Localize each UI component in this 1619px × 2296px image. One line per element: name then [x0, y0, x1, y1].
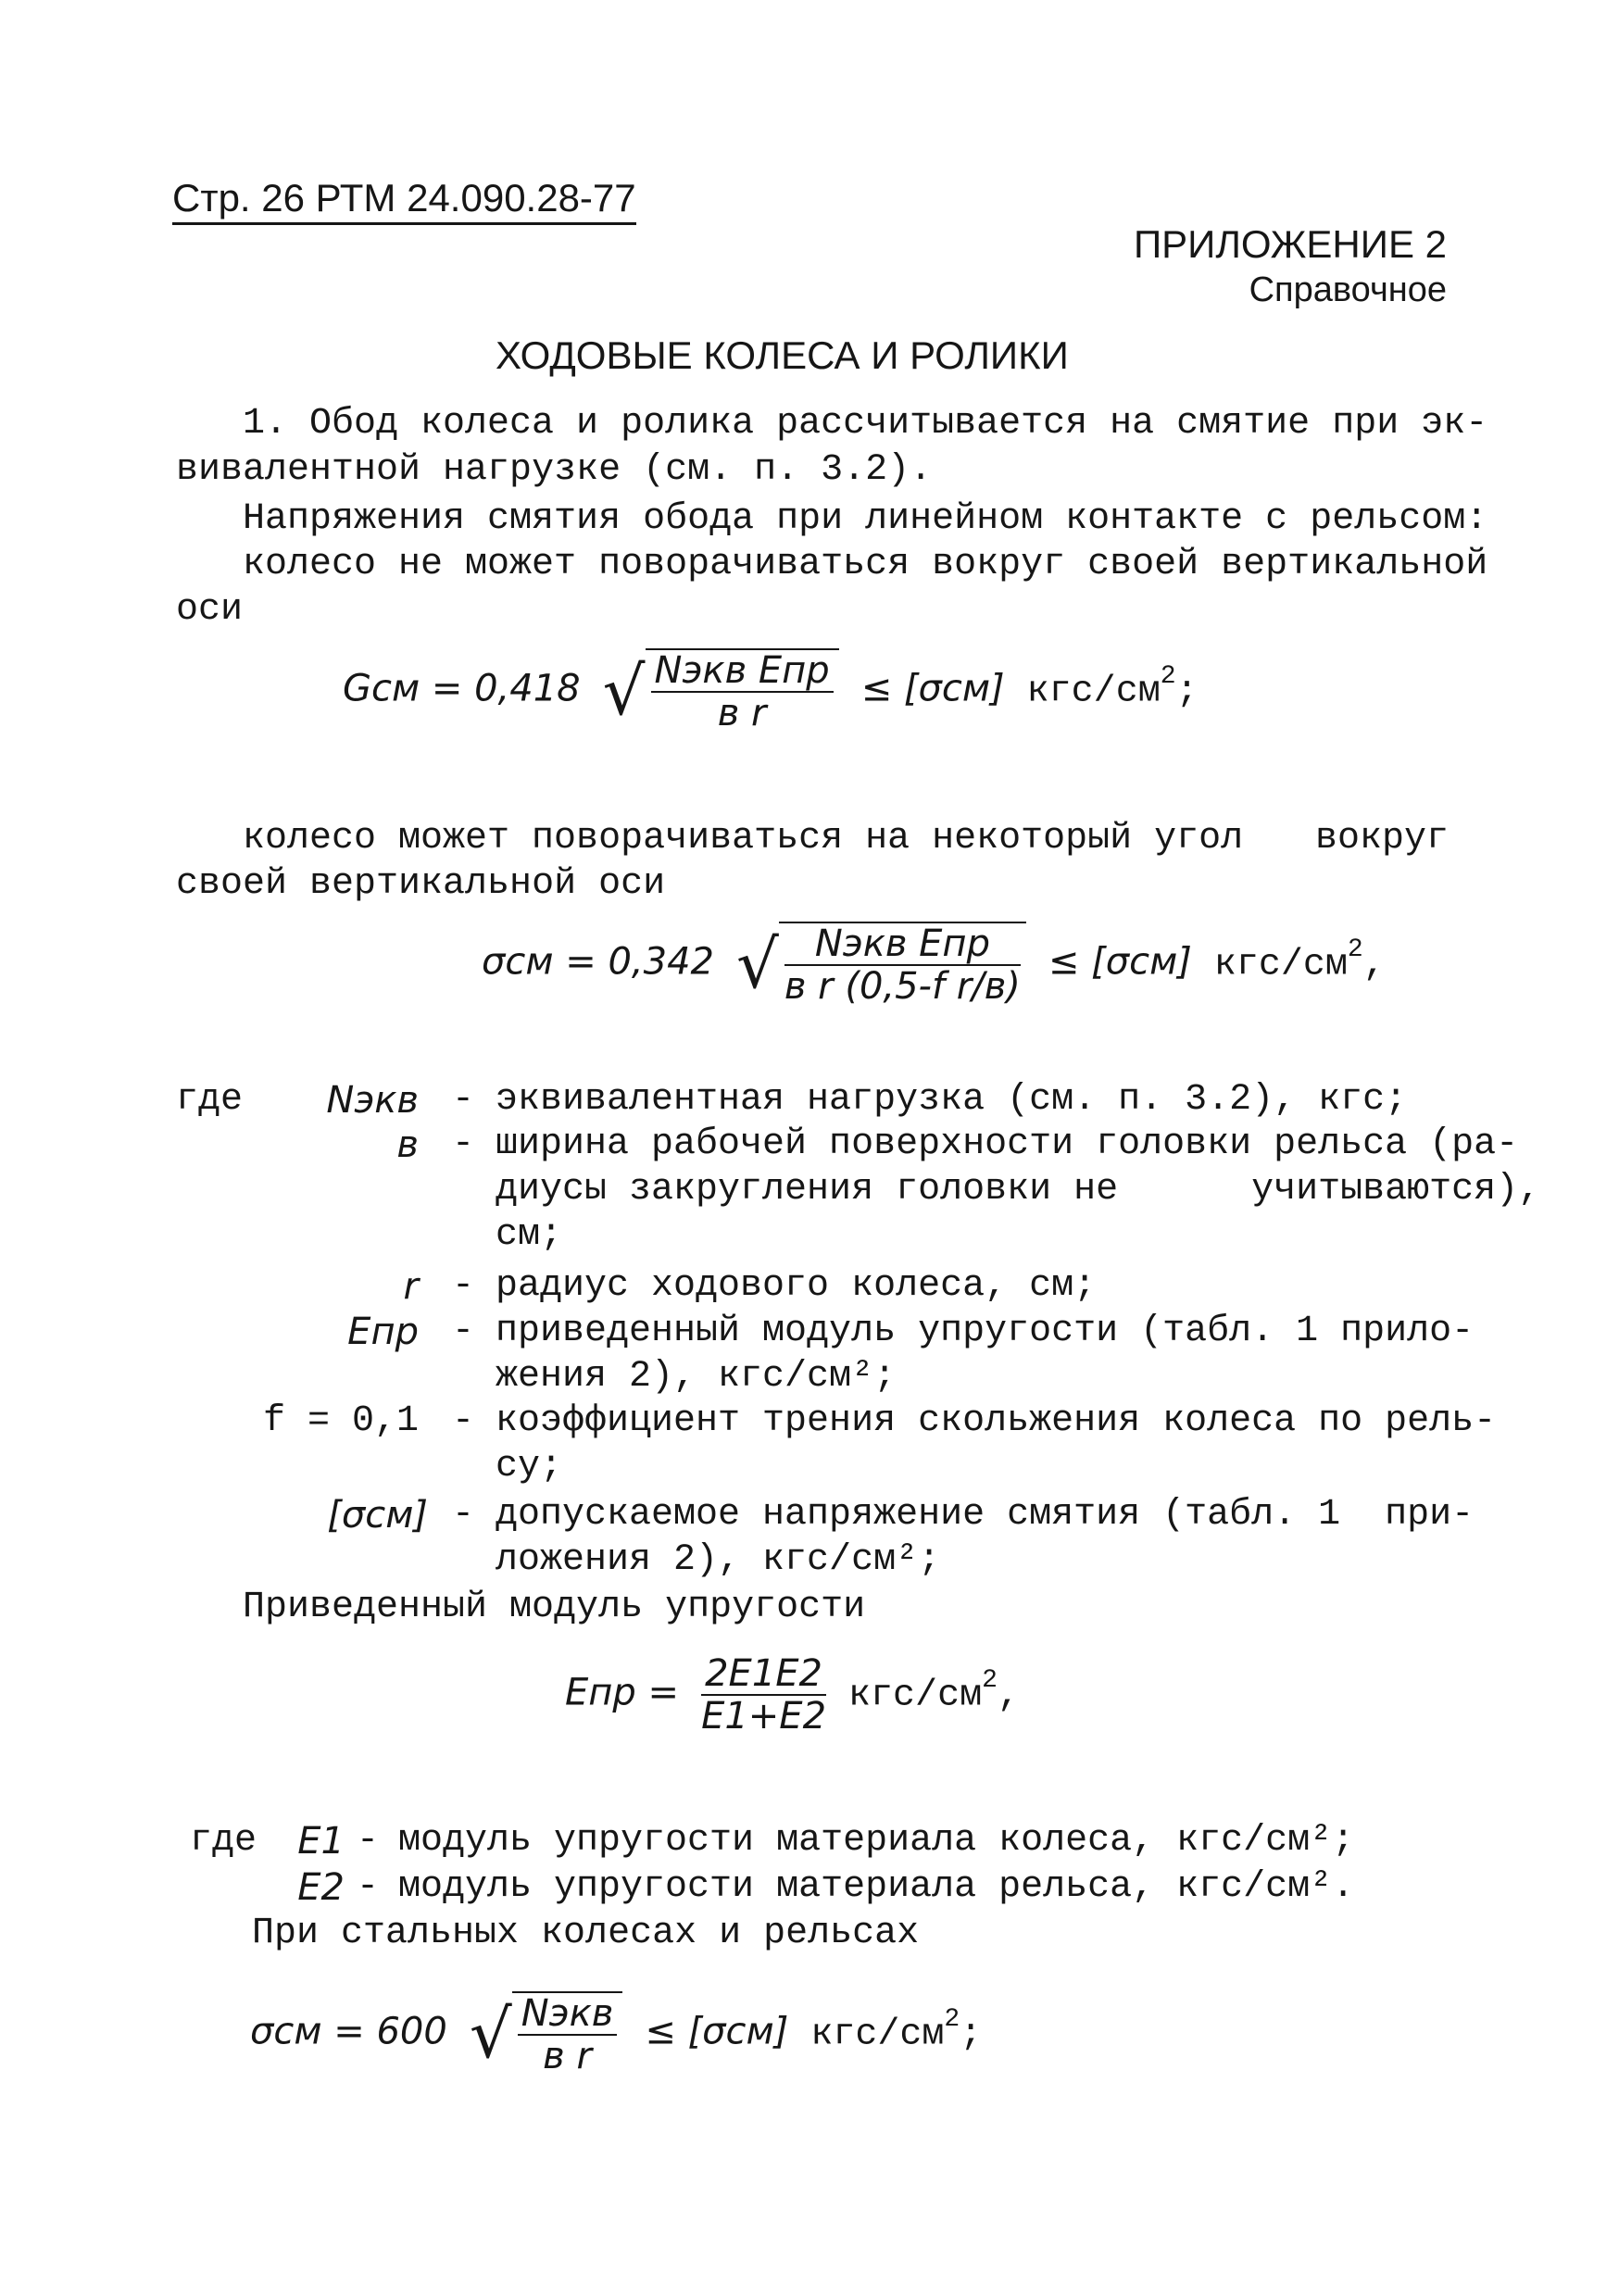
formula-numerator: Nэкв Eпр	[651, 650, 834, 693]
definition-symbol: E1	[297, 1820, 345, 1863]
paragraph-line: своей вертикальной оси	[176, 863, 666, 905]
formula-exponent: 2	[944, 2004, 960, 2034]
formula-rhs: ≤ [σсм]	[645, 2010, 789, 2053]
definition-symbol: Nэкв	[326, 1079, 419, 1122]
formula-end: ;	[1175, 671, 1199, 713]
formula-end: ;	[960, 2014, 983, 2056]
dash-mark: -	[357, 1820, 380, 1862]
definition-text: ширина рабочей поверхности головки рельса (ра-	[496, 1123, 1519, 1165]
paragraph-line: При стальных колесах и рельсах	[252, 1913, 920, 1954]
formula-end: ,	[997, 1675, 1020, 1717]
formula-unit: кгс/см	[848, 1675, 983, 1717]
definition-text: приведенный модуль упругости (табл. 1 прило-	[496, 1311, 1475, 1352]
definition-symbol: Eпр	[347, 1311, 419, 1353]
paragraph-line: 1. Обод колеса и ролика рассчитывается на смятие при эк-	[243, 403, 1488, 445]
definition-symbol: E2	[297, 1866, 345, 1909]
where-label: где	[176, 1079, 244, 1121]
formula-3	[565, 1653, 1020, 1764]
dash-mark: -	[452, 1265, 475, 1307]
definition-text: коэффициент трения скольжения колеса по рель-	[496, 1400, 1497, 1442]
dash-mark: -	[452, 1079, 475, 1121]
definition-text: радиус ходового колеса, см;	[496, 1265, 1097, 1307]
formula-1	[343, 648, 1199, 750]
formula-lhs: Eпр =	[565, 1671, 680, 1714]
definition-text: модуль упругости материала рельса, кгс/см².	[398, 1866, 1355, 1908]
formula-denominator: в r (0,5-f r/в)	[784, 965, 1021, 1008]
definition-symbol: в	[396, 1123, 419, 1166]
definition-text: ложения 2), кгс/см²;	[496, 1539, 941, 1581]
formula-exponent: 2	[982, 1665, 998, 1695]
formula-numerator: Nэкв Eпр	[784, 923, 1021, 966]
formula-exponent: 2	[1160, 661, 1176, 691]
formula-lhs: σсм = 0,342	[482, 940, 714, 984]
appendix-label: ПРИЛОЖЕНИЕ 2	[1133, 222, 1447, 266]
dash-mark: -	[452, 1123, 475, 1165]
formula-rhs: ≤ [σсм]	[1048, 940, 1192, 984]
formula-exponent: 2	[1347, 935, 1363, 964]
formula-numerator: Nэкв	[518, 1993, 618, 2036]
formula-numerator: 2E1E2	[701, 1653, 826, 1696]
radical-icon: √	[469, 1995, 512, 2073]
formula-fraction	[701, 1653, 826, 1737]
definition-text: жения 2), кгс/см²;	[496, 1356, 897, 1398]
paragraph-line: вивалентной нагрузке (см. п. 3.2).	[176, 449, 933, 491]
definition-symbol: r	[403, 1265, 419, 1308]
formula-radicand	[779, 922, 1026, 1007]
paragraph-line: колесо может поворачиваться на некоторый угол	[243, 818, 1244, 859]
definition-text: су;	[496, 1446, 563, 1487]
formula-2	[482, 922, 1386, 1042]
radical-icon: √	[736, 925, 779, 1003]
paragraph-line: Напряжения смятия обода при линейном контакте с рельсом:	[243, 498, 1488, 540]
definition-text: эквивалентная нагрузка (см. п. 3.2), кгс;	[496, 1079, 1408, 1121]
paragraph-line-end: вокруг	[1315, 818, 1450, 859]
where-label: где	[190, 1820, 257, 1862]
definition-text: диусы закругления головки не учитываются),	[496, 1169, 1541, 1211]
definition-text: см;	[496, 1214, 563, 1256]
formula-lhs: σсм = 600	[250, 2010, 447, 2053]
paragraph-line: Приведенный модуль упругости	[243, 1587, 866, 1628]
definition-symbol: f = 0,1	[262, 1400, 419, 1442]
formula-unit: кгс/см	[1026, 671, 1161, 713]
formula-end: ,	[1362, 944, 1386, 986]
formula-radicand	[646, 648, 839, 734]
definition-text: модуль упругости материала колеса, кгс/см²;	[398, 1820, 1355, 1862]
formula-denominator: в r	[717, 692, 767, 734]
dash-mark: -	[452, 1400, 475, 1442]
formula-rhs: ≤ [σсм]	[860, 667, 1005, 710]
radical-icon: √	[602, 652, 646, 730]
paragraph-line: колесо не может поворачиваться вокруг своей вертикальной	[243, 544, 1488, 585]
appendix-type: Справочное	[1249, 270, 1447, 309]
formula-unit: кгс/см	[1213, 944, 1348, 986]
definition-symbol: [σсм]	[327, 1494, 428, 1537]
section-title: ХОДОВЫЕ КОЛЕСА И РОЛИКИ	[496, 333, 1069, 377]
formula-denominator: E1+E2	[701, 1695, 827, 1738]
formula-lhs: Gсм = 0,418	[343, 667, 581, 710]
formula-radicand	[512, 1991, 623, 2076]
dash-mark: -	[452, 1311, 475, 1352]
page-reference: Стр. 26 РТМ 24.090.28-77	[172, 176, 636, 225]
definition-text: допускаемое напряжение смятия (табл. 1 при-	[496, 1494, 1475, 1536]
formula-4	[250, 1991, 982, 2093]
dash-mark: -	[452, 1494, 475, 1536]
formula-unit: кгс/см	[810, 2014, 945, 2056]
dash-mark: -	[357, 1866, 380, 1908]
paragraph-line: оси	[176, 589, 244, 631]
formula-denominator: в r	[543, 2035, 592, 2077]
